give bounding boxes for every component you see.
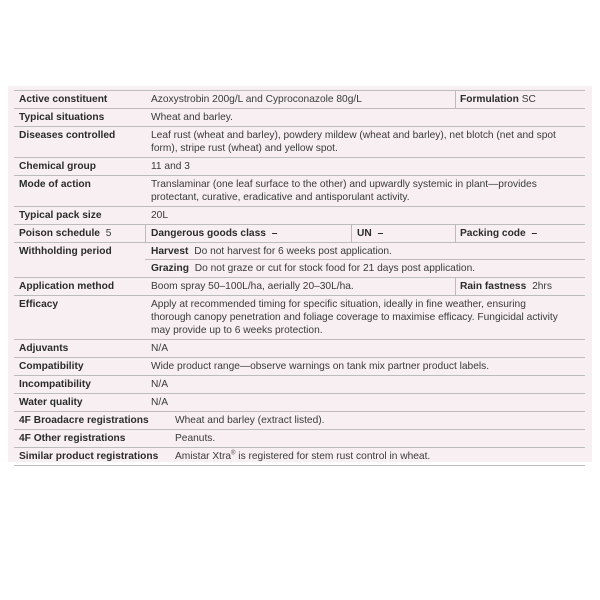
packing-code-value: – <box>531 228 538 239</box>
diseases-line-1: Leaf rust (wheat and barley), powdery mildew (wheat and barley), net blotch (net and spot <box>151 130 556 141</box>
compatibility-label: Compatibility <box>19 361 84 372</box>
efficacy-value <box>151 298 558 337</box>
row-typical-pack-size <box>14 207 585 225</box>
mode-line-2: protectant, curative, eradicative and antisporulant activity. <box>151 192 410 203</box>
mode-of-action-label: Mode of action <box>19 179 91 190</box>
adjuvants-label: Adjuvants <box>19 343 69 354</box>
other-registrations-value: Peanuts. <box>175 433 216 444</box>
compatibility-value: Wide product range—observe warnings on tank mix partner product labels. <box>151 361 490 372</box>
water-quality-label: Water quality <box>19 397 83 408</box>
grazing-value: Do not graze or cut for stock food for 21 days post application. <box>194 263 476 274</box>
pack-size-value: 20L <box>151 210 168 221</box>
diseases-controlled-label: Diseases controlled <box>19 130 116 141</box>
efficacy-line-2: thorough canopy penetration and foliage coverage to maximise efficacy. Fungicidal activity <box>151 312 558 323</box>
row-4f-other <box>14 430 585 448</box>
poison-schedule-label: Poison schedule <box>19 228 100 239</box>
un-value: – <box>377 228 384 239</box>
row-divider <box>145 259 585 260</box>
row-adjuvants <box>14 340 585 358</box>
rain-fastness-label: Rain fastness <box>460 281 527 292</box>
row-4f-broadacre <box>14 412 585 430</box>
typical-situations-label: Typical situations <box>19 112 105 123</box>
dangerous-goods-value: – <box>271 228 278 239</box>
mode-line-1: Translaminar (one leaf surface to the other) and upwardly systemic in plant—provides <box>151 179 537 190</box>
row-water-quality <box>14 394 585 412</box>
rain-fastness-value: 2hrs <box>532 281 552 292</box>
typical-situations-value: Wheat and barley. <box>151 112 233 123</box>
row-incompatibility <box>14 376 585 394</box>
broadacre-value: Wheat and barley (extract listed). <box>175 415 325 426</box>
product-name: Amistar Xtra <box>175 451 232 462</box>
row-withholding-period <box>14 243 585 278</box>
grazing-label: Grazing <box>151 263 189 274</box>
row-typical-situations <box>14 109 585 127</box>
row-application-method <box>14 278 585 296</box>
row-active-constituent <box>14 90 585 109</box>
adjuvants-value: N/A <box>151 343 168 354</box>
harvest-label: Harvest <box>151 246 189 257</box>
similar-products-label: Similar product registrations <box>19 451 159 462</box>
pack-size-label: Typical pack size <box>19 210 102 221</box>
dangerous-goods-label: Dangerous goods class <box>151 228 266 239</box>
efficacy-label: Efficacy <box>19 299 59 310</box>
column-divider <box>351 225 352 242</box>
registered-mark: ® <box>231 450 236 457</box>
diseases-controlled-value <box>151 129 556 155</box>
efficacy-line-1: Apply at recommended timing for specific situation, ideally in fine weather, ensuring <box>151 299 526 310</box>
column-divider <box>455 278 456 295</box>
un-label: UN <box>357 228 372 239</box>
efficacy-line-3: may provide up to 6 weeks protection. <box>151 325 323 336</box>
formulation-value: SC <box>521 94 536 105</box>
incompatibility-value: N/A <box>151 379 168 390</box>
row-poison-schedule <box>14 225 585 243</box>
formulation-label: Formulation <box>460 94 519 105</box>
row-diseases-controlled <box>14 127 585 158</box>
withholding-period-label: Withholding period <box>19 246 112 257</box>
row-efficacy <box>14 296 585 340</box>
similar-products-value <box>175 450 430 463</box>
poison-schedule-value: 5 <box>105 228 112 239</box>
chemical-group-label: Chemical group <box>19 161 96 172</box>
water-quality-value: N/A <box>151 397 168 408</box>
row-chemical-group <box>14 158 585 176</box>
active-constituent-value: Azoxystrobin 200g/L and Cyproconazole 80g/L <box>151 94 362 105</box>
row-similar-products <box>14 448 585 466</box>
other-registrations-label: 4F Other registrations <box>19 433 126 444</box>
row-mode-of-action <box>14 176 585 207</box>
similar-products-text: is registered for stem rust control in wheat. <box>235 451 431 462</box>
harvest-value: Do not harvest for 6 weeks post application. <box>194 246 392 257</box>
broadacre-label: 4F Broadacre registrations <box>19 415 149 426</box>
application-method-value: Boom spray 50–100L/ha, aerially 20–30L/ha. <box>151 281 354 292</box>
packing-code-label: Packing code <box>460 228 526 239</box>
mode-of-action-value <box>151 178 537 204</box>
chemical-group-value: 11 and 3 <box>151 161 190 172</box>
column-divider <box>455 91 456 108</box>
application-method-label: Application method <box>19 281 115 292</box>
incompatibility-label: Incompatibility <box>19 379 91 390</box>
product-info-table <box>14 90 585 466</box>
diseases-line-2: form), stripe rust (wheat) and yellow spot. <box>151 143 338 154</box>
row-compatibility <box>14 358 585 376</box>
column-divider <box>455 225 456 242</box>
active-constituent-label: Active constituent <box>19 94 108 105</box>
column-divider <box>145 225 146 242</box>
